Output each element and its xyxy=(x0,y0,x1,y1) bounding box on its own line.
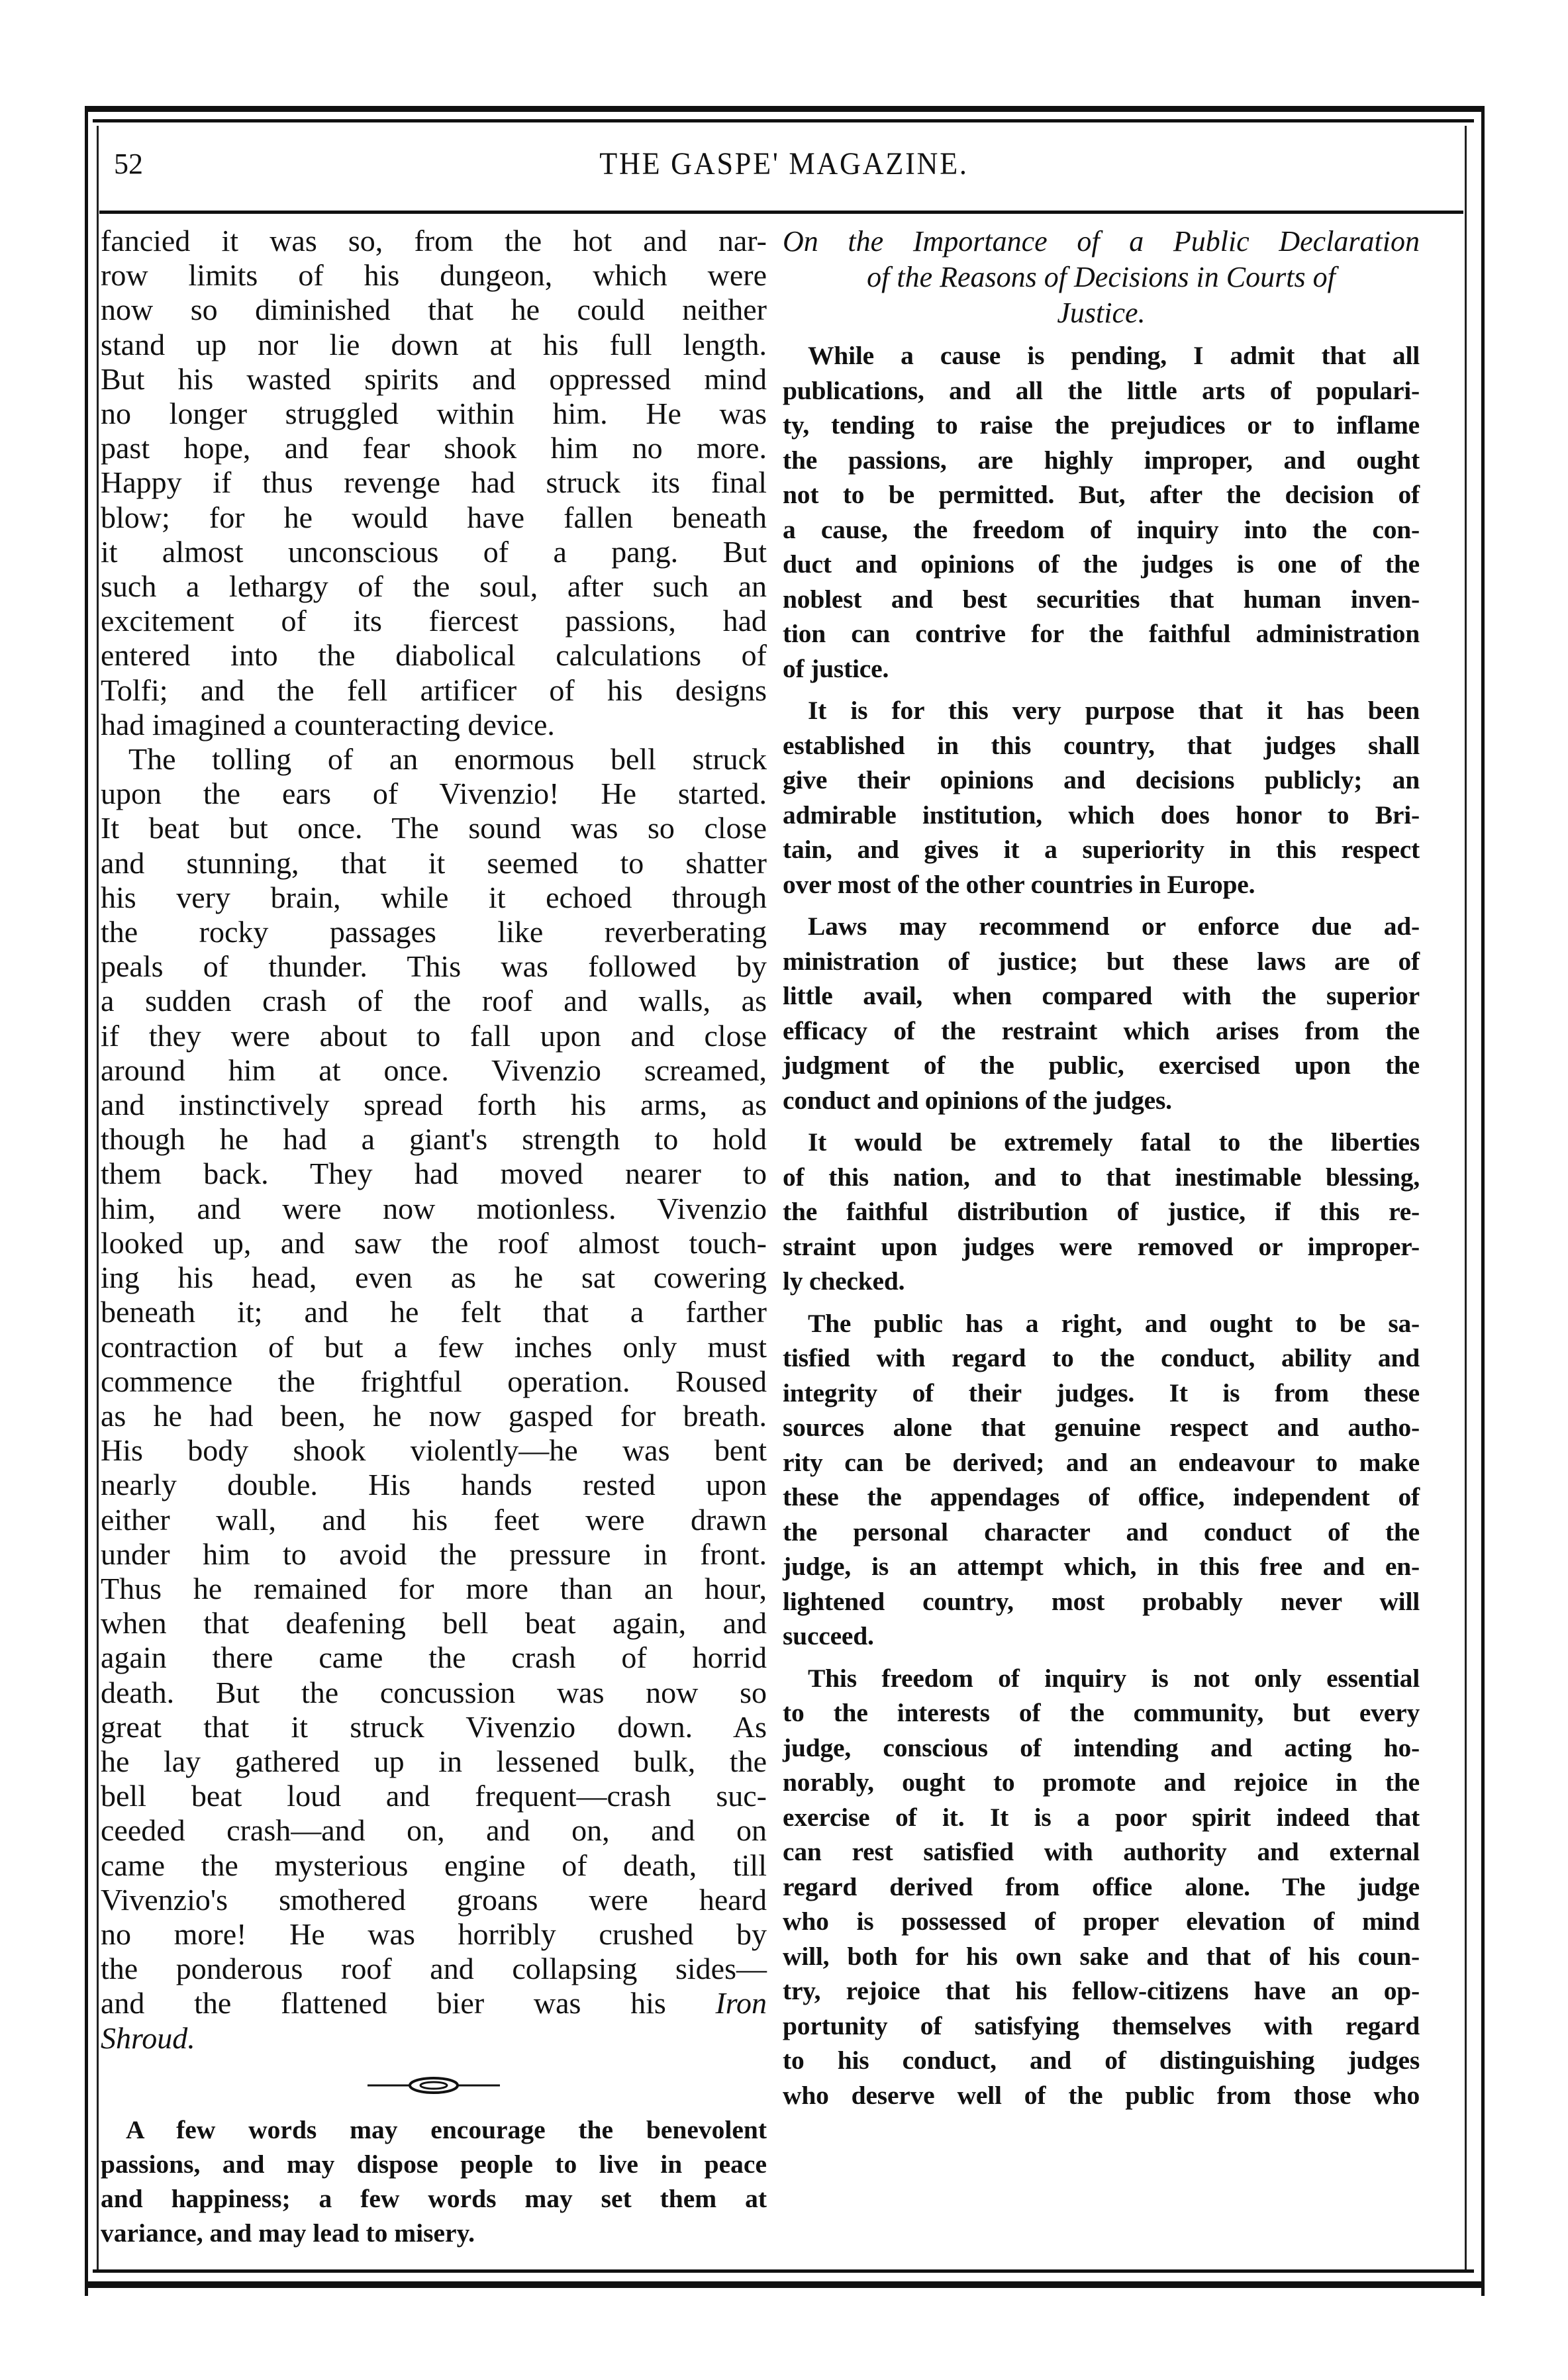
text-line: ly checked. xyxy=(783,1266,905,1296)
paragraph xyxy=(101,742,767,2056)
text-line: either wall, and his feet were drawn xyxy=(101,1502,767,1537)
page-number: 52 xyxy=(114,148,143,180)
text-line: It beat but once. The sound was so close xyxy=(101,811,767,845)
article-title xyxy=(783,224,1420,331)
running-title: THE GASPE' MAGAZINE. xyxy=(599,146,969,181)
text-line: when that deafening bell beat again, and xyxy=(101,1606,767,1641)
text-line: passions, and may dispose people to live in peace xyxy=(101,2149,767,2179)
text-line: ceeded crash—and on, and on, and on xyxy=(101,1813,767,1848)
left-column xyxy=(101,224,767,2250)
text-line xyxy=(101,2021,767,2056)
text-line: judge, is an attempt which, in this free and en- xyxy=(783,1552,1420,1581)
right-inner-rule xyxy=(1465,126,1467,2271)
text-line: But his wasted spirits and oppressed mind xyxy=(101,361,767,396)
text-line: peals of thunder. This was followed by xyxy=(101,949,767,984)
text-line: the faithful distribution of justice, if this re- xyxy=(783,1197,1420,1226)
paragraph xyxy=(101,224,767,742)
text-line: of justice. xyxy=(783,653,889,683)
text-line: The tolling of an enormous bell struck xyxy=(128,742,767,777)
text-line: him, and were now motionless. Vivenzio xyxy=(101,1191,767,1225)
text-line: his very brain, while it echoed through xyxy=(101,880,767,914)
text-line: Laws may recommend or enforce due ad- xyxy=(808,912,1420,941)
text-line: and happiness; a few words may set them at xyxy=(101,2183,767,2213)
text-line: This freedom of inquiry is not only essential xyxy=(808,1663,1420,1693)
text-line: past hope, and fear shook him no more. xyxy=(101,431,767,465)
text-line: lightened country, most probably never will xyxy=(783,1586,1420,1616)
text-line: noblest and best securities that human inven- xyxy=(783,584,1420,614)
text-line: Thus he remained for more than an hour, xyxy=(101,1571,767,1605)
text-line: came the mysterious engine of death, till xyxy=(101,1848,767,1882)
text-line: upon the ears of Vivenzio! He started. xyxy=(101,777,767,811)
text-line: these the appendages of office, independent of xyxy=(783,1482,1420,1511)
line-text: and the flattened bier was his xyxy=(101,1986,716,2021)
text-line: straint upon judges were removed or improper- xyxy=(783,1231,1420,1261)
text-line: who deserve well of the public from those who xyxy=(783,2080,1420,2110)
paragraph xyxy=(783,909,1420,1118)
text-line: again there came the crash of horrid xyxy=(101,1641,767,1675)
text-line: exercise of it. It is a poor spirit indeed that xyxy=(783,1802,1420,1832)
text-line: contraction of but a few inches only must xyxy=(101,1329,767,1364)
text-line: tion can contrive for the faithful administration xyxy=(783,619,1420,648)
text-line: publications, and all the little arts of populari- xyxy=(783,375,1420,405)
paragraph xyxy=(783,693,1420,902)
text-line: succeed. xyxy=(783,1621,874,1650)
text-line: bell beat loud and frequent—crash suc- xyxy=(101,1779,767,1813)
text-line: now so diminished that he could neither xyxy=(101,293,767,327)
story-text xyxy=(101,224,767,2056)
text-line: a cause, the freedom of inquiry into the con- xyxy=(783,514,1420,544)
paragraph xyxy=(783,1661,1420,2113)
text-line: to the interests of the community, but every xyxy=(783,1698,1420,1727)
maxim-paragraph xyxy=(101,2113,767,2250)
header-rule xyxy=(99,211,1463,214)
text-line: ministration of justice; but these laws are of xyxy=(783,946,1420,976)
text-line: row limits of his dungeon, which were xyxy=(101,258,767,293)
text-line: A few words may encourage the benevolent xyxy=(126,2115,767,2144)
text-line: the personal character and conduct of the xyxy=(783,1517,1420,1547)
text-line: death. But the concussion was now so xyxy=(101,1675,767,1709)
text-line: judge, conscious of intending and acting ho- xyxy=(783,1733,1420,1762)
text-line: excitement of its fiercest passions, had xyxy=(101,604,767,638)
text-line: nearly double. His hands rested upon xyxy=(101,1468,767,1502)
article-text xyxy=(783,338,1420,2113)
text-line: though he had a giant's strength to hold xyxy=(101,1122,767,1157)
paragraph xyxy=(783,1125,1420,1299)
text-line: give their opinions and decisions publicly; an xyxy=(783,765,1420,794)
text-line: and instinctively spread forth his arms, as xyxy=(101,1088,767,1122)
text-line: Happy if thus revenge had struck its final xyxy=(101,465,767,500)
text-line: rity can be derived; and an endeavour to make xyxy=(783,1447,1420,1477)
text-line: it almost unconscious of a pang. But xyxy=(101,534,767,569)
text-line: under him to avoid the pressure in front. xyxy=(101,1537,767,1571)
text-line: portunity of satisfying themselves with regard xyxy=(783,2011,1420,2040)
text-line: little avail, when compared with the superior xyxy=(783,981,1420,1010)
text-line: tain, and gives it a superiority in this respect xyxy=(783,835,1420,864)
text-line: conduct and opinions of the judges. xyxy=(783,1085,1172,1115)
text-line: not to be permitted. But, after the decision of xyxy=(783,480,1420,509)
text-line: as he had been, he now gasped for breath. xyxy=(101,1398,767,1433)
text-line: no more! He was horribly crushed by xyxy=(101,1917,767,1951)
text-line: blow; for he would have fallen beneath xyxy=(101,500,767,534)
left-inner-rule xyxy=(97,126,99,2271)
text-line: them back. They had moved nearer to xyxy=(101,1157,767,1191)
text-line: looked up, and saw the roof almost touch- xyxy=(101,1225,767,1260)
text-line: who is possessed of proper elevation of mind xyxy=(783,1907,1420,1936)
italic-text: Shroud. xyxy=(101,2021,195,2055)
text-line: the ponderous roof and collapsing sides— xyxy=(101,1952,767,1986)
text-line: over most of the other countries in Europe. xyxy=(783,869,1255,899)
text-line: ty, tending to raise the prejudices or to inflame xyxy=(783,410,1420,440)
ornament-divider xyxy=(101,2065,767,2106)
text-line: such a lethargy of the soul, after such an xyxy=(101,569,767,604)
text-line: to his conduct, and of distinguishing judges xyxy=(783,2046,1420,2075)
text-line: On the Importance of a Public Declaration xyxy=(783,225,1420,258)
text-line: While a cause is pending, I admit that all xyxy=(808,341,1420,370)
text-line: no longer struggled within him. He was xyxy=(101,397,767,431)
text-line: Vivenzio's smothered groans were heard xyxy=(101,1882,767,1917)
text-line: commence the frightful operation. Roused xyxy=(101,1364,767,1398)
text-line xyxy=(101,1986,767,2021)
text-line: The public has a right, and ought to be sa- xyxy=(808,1308,1420,1338)
text-line: great that it struck Vivenzio down. As xyxy=(101,1709,767,1744)
text-line: integrity of their judges. It is from these xyxy=(783,1378,1420,1407)
paragraph xyxy=(783,1306,1420,1654)
text-line: ing his head, even as he sat cowering xyxy=(101,1261,767,1295)
text-line: tisfied with regard to the conduct, ability and xyxy=(783,1343,1420,1372)
text-line: if they were about to fall upon and close xyxy=(101,1018,767,1053)
text-line: a sudden crash of the roof and walls, as xyxy=(101,984,767,1018)
text-line: of this nation, and to that inestimable blessing, xyxy=(783,1162,1420,1192)
text-line: he lay gathered up in lessened bulk, the xyxy=(101,1744,767,1778)
top-inner-rule xyxy=(93,119,1474,122)
text-line: fancied it was so, from the hot and nar- xyxy=(101,224,767,258)
text-line: His body shook violently—he was bent xyxy=(101,1433,767,1468)
text-line: beneath it; and he felt that a farther xyxy=(101,1295,767,1329)
text-line: sources alone that genuine respect and autho- xyxy=(783,1413,1420,1442)
text-line: stand up nor lie down at his full length. xyxy=(101,327,767,361)
text-line: Tolfi; and the fell artificer of his designs xyxy=(101,673,767,707)
paragraph xyxy=(783,338,1420,686)
text-line: will, both for his own sake and that of his coun- xyxy=(783,1941,1420,1971)
ornament-icon xyxy=(368,2072,500,2099)
italic-text: Iron xyxy=(715,1986,767,2021)
text-line: around him at once. Vivenzio screamed, xyxy=(101,1053,767,1087)
text-line: established in this country, that judges shall xyxy=(783,730,1420,760)
text-line: variance, and may lead to misery. xyxy=(101,2218,475,2248)
text-line: try, rejoice that his fellow-citizens have an op- xyxy=(783,1976,1420,2005)
text-line: It is for this very purpose that it has been xyxy=(808,696,1420,725)
text-line: the rocky passages like reverberating xyxy=(101,915,767,949)
right-column xyxy=(783,224,1420,2113)
text-line: regard derived from office alone. The judge xyxy=(783,1872,1420,1901)
text-line: It would be extremely fatal to the liberties xyxy=(808,1127,1420,1157)
text-line: efficacy of the restraint which arises from the xyxy=(783,1016,1420,1045)
text-line: norably, ought to promote and rejoice in the xyxy=(783,1768,1420,1797)
bottom-border-rule xyxy=(85,2281,1485,2288)
text-line: of the Reasons of Decisions in Courts of xyxy=(867,261,1336,293)
text-line: Justice. xyxy=(1057,297,1146,329)
text-line: duct and opinions of the judges is one of the xyxy=(783,549,1420,579)
text-line: can rest satisfied with authority and external xyxy=(783,1837,1420,1866)
text-line: judgment of the public, exercised upon the xyxy=(783,1051,1420,1080)
text-line: had imagined a counteracting device. xyxy=(101,707,555,741)
bottom-inner-rule xyxy=(93,2269,1474,2273)
text-line: the passions, are highly improper, and ought xyxy=(783,445,1420,475)
text-line: and stunning, that it seemed to shatter xyxy=(101,845,767,880)
text-line: admirable institution, which does honor to Bri- xyxy=(783,800,1420,830)
text-line: entered into the diabolical calculations of xyxy=(101,638,767,673)
